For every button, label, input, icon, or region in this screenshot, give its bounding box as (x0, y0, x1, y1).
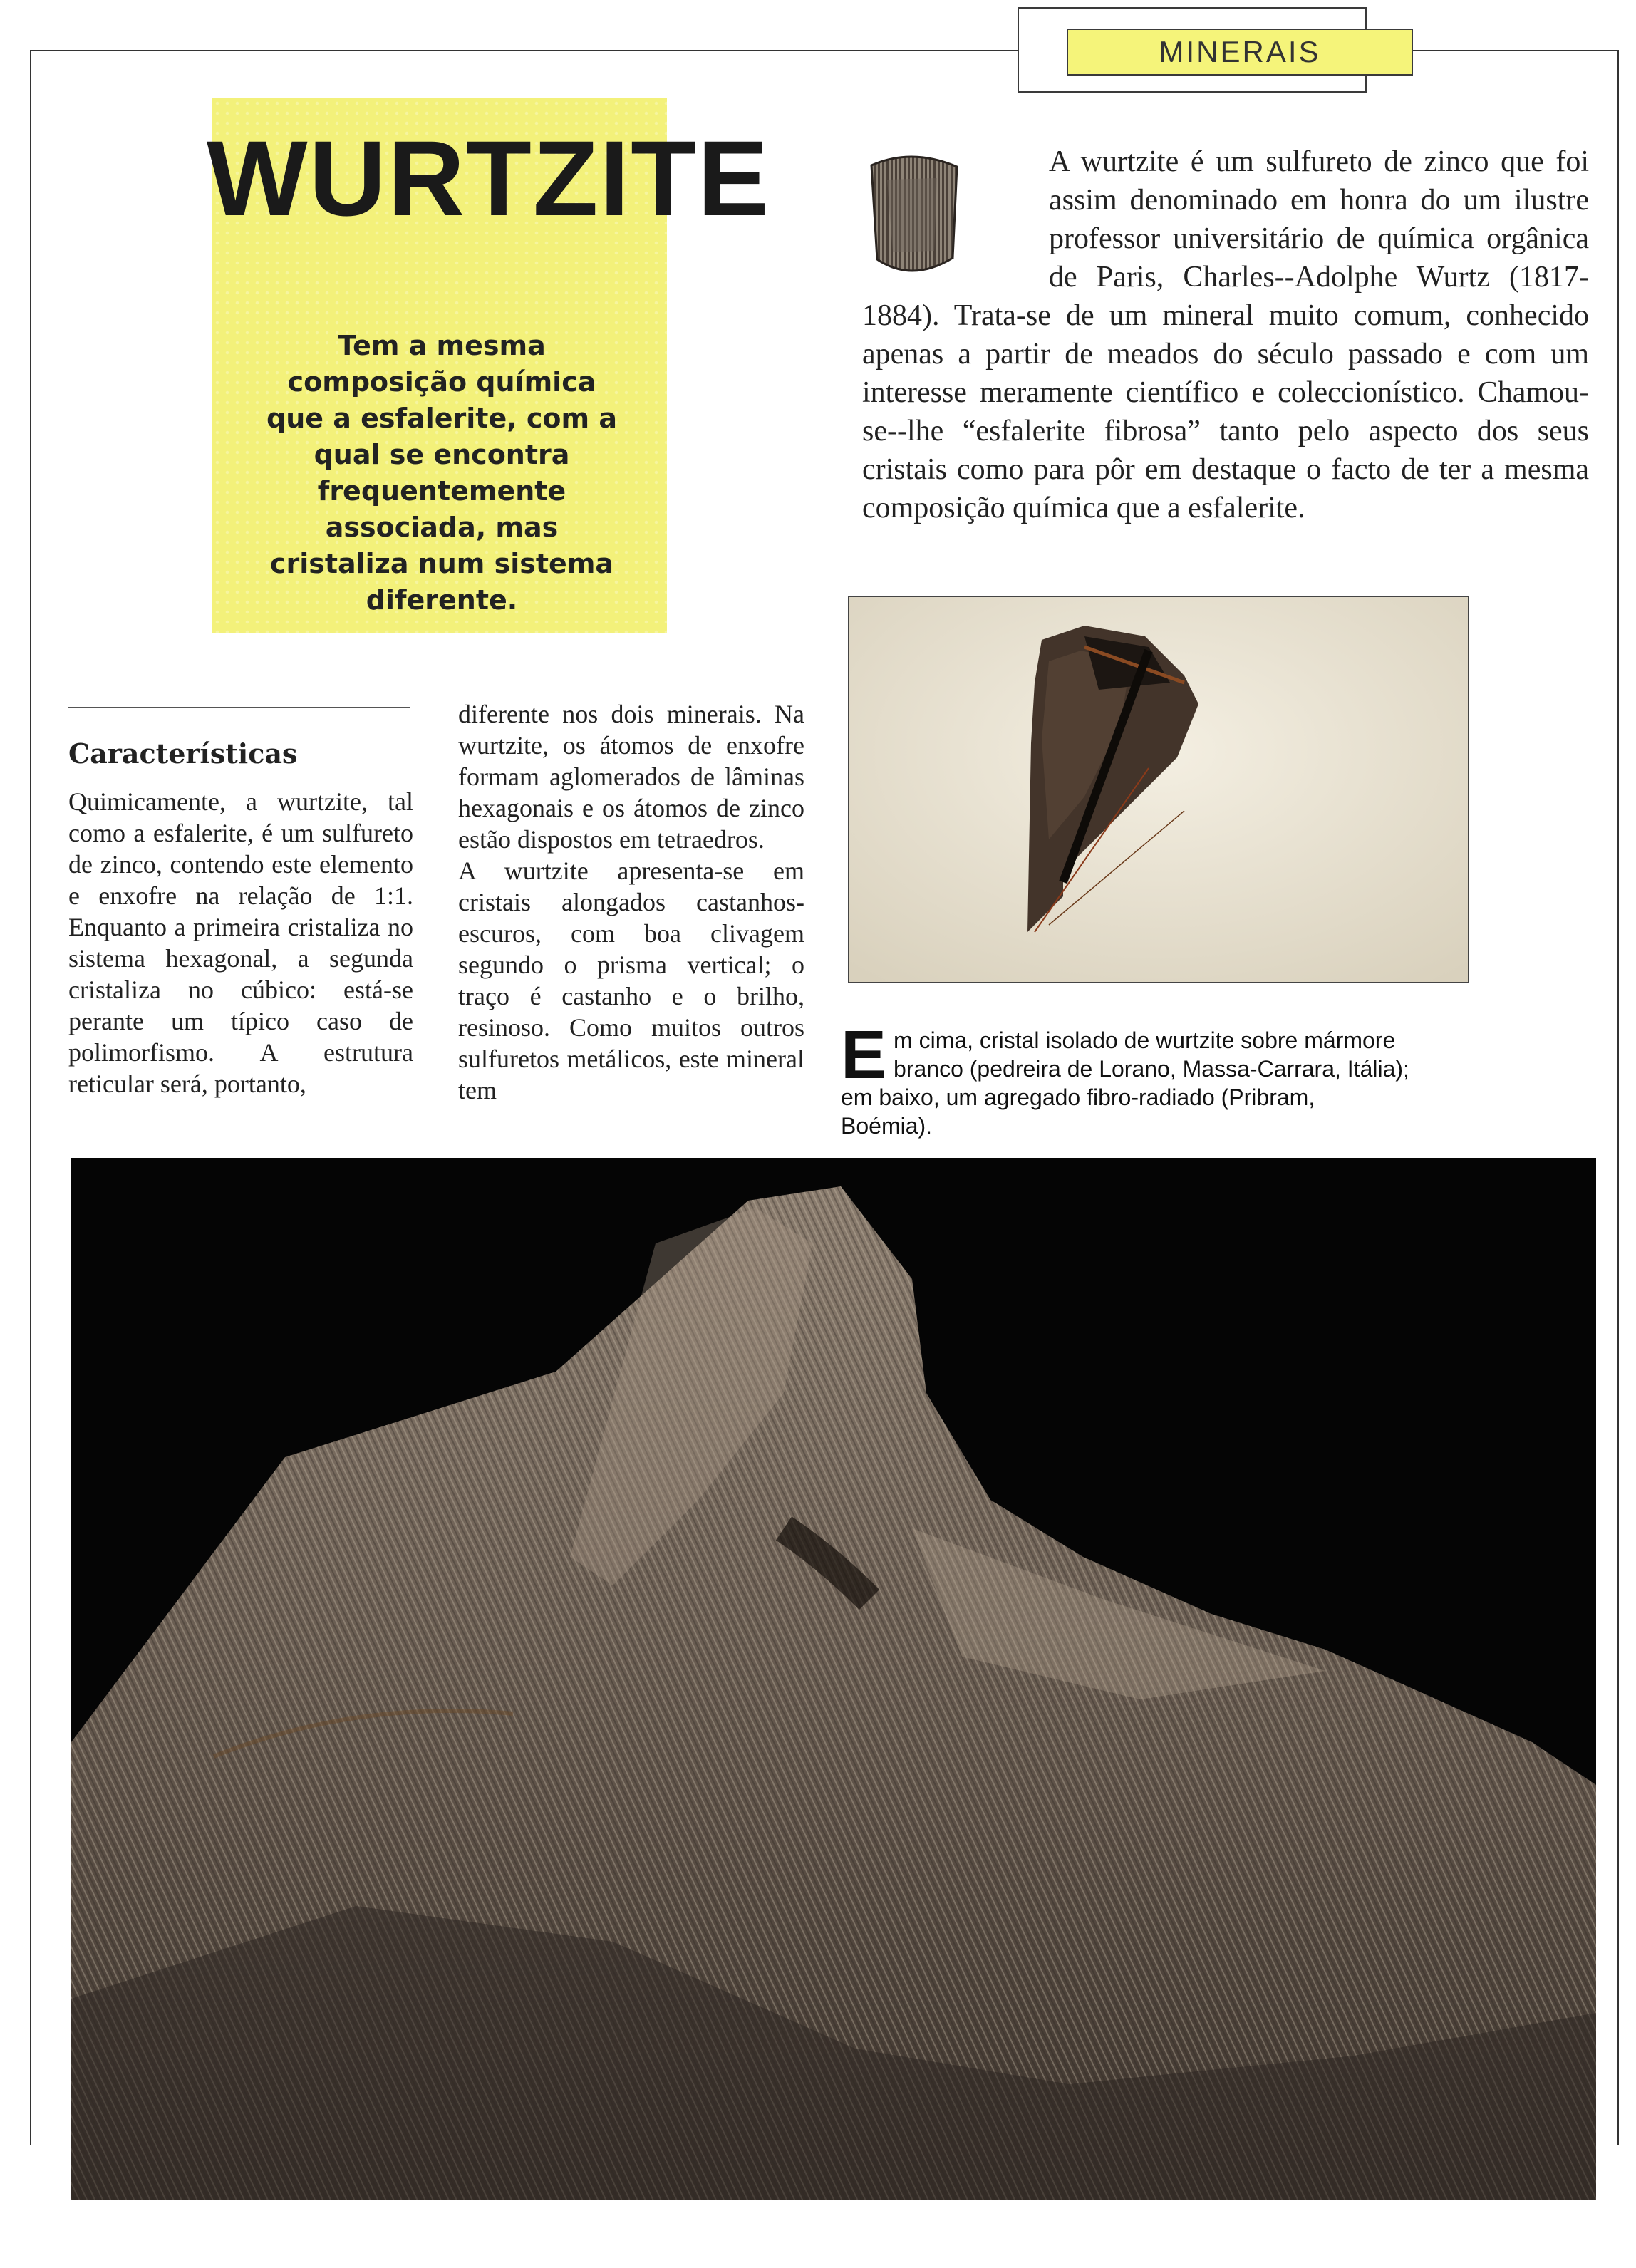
section-label: MINERAIS (1159, 35, 1321, 68)
characteristics-column-2-paragraph-2: A wurtzite apresenta-se em cristais alongados castanhos-escuros, com boa clivagem segundo o prisma vertical; o traço é castanho e o brilho, resinoso. Como muitos outros sulfuretos metálicos, este mineral tem (458, 856, 804, 1104)
characteristics-heading: Características (68, 737, 298, 770)
characteristics-column-2-paragraph-1: diferente nos dois minerais. Na wurtzite, os átomos de enxofre formam aglomerados de lâminas hexagonais e os átomos de zinco estão dispostos em tetraedros. (458, 700, 804, 854)
lead-paragraph (862, 143, 1589, 527)
section-tab (1067, 29, 1413, 76)
page-frame-right (1617, 50, 1619, 2145)
crystal-on-marble-photo (848, 596, 1469, 983)
characteristics-column-1: Quimicamente, a wurtzite, tal como a esfalerite, é um sulfureto de zinco, contendo este elemento e enxofre na relação de 1:1. Enquanto a primeira cristaliza no sistema hexagonal, a segunda cristaliza no cúbico: está-se perante um típico caso de polimorfismo. A estrutura reticular será, portanto, (68, 787, 413, 1098)
photo-caption (841, 1017, 1411, 1140)
caption-dropcap: E (841, 1017, 887, 1093)
page-frame-left (30, 50, 31, 2145)
caption-text: m cima, cristal isolado de wurtzite sobre mármore branco (pedreira de Lorano, Massa-Carrara, Itália); em baixo, um agregado fibro-radiado (Pribram, Boémia). (841, 1027, 1409, 1139)
characteristics-column-2 (458, 698, 804, 1106)
lead-paragraph-text: A wurtzite é um sulfureto de zinco que foi assim denominado em honra do um ilustre professor universitário de química orgânica de Paris, Charles--Adolphe Wurtz (1817-1884). Trata-se de um mineral muito comum, conhecido apenas a partir de meados do século passado e com um interesse meramente científico e coleccionístico. Chamou-se--lhe “esfalerite fibrosa” tanto pelo aspecto dos seus cristais como para pôr em destaque o facto de ter a mesma composição química que a esfalerite. (862, 145, 1589, 524)
lead-indent (862, 143, 1049, 292)
fibro-radiated-aggregate-photo (71, 1158, 1596, 2200)
section-divider (68, 707, 410, 708)
page-title: WURTZITE (207, 118, 770, 238)
intro-text: Tem a mesma composição química que a esfalerite, com a qual se encontra frequentemente associada, mas cristaliza num sistema diferente. (266, 330, 617, 616)
